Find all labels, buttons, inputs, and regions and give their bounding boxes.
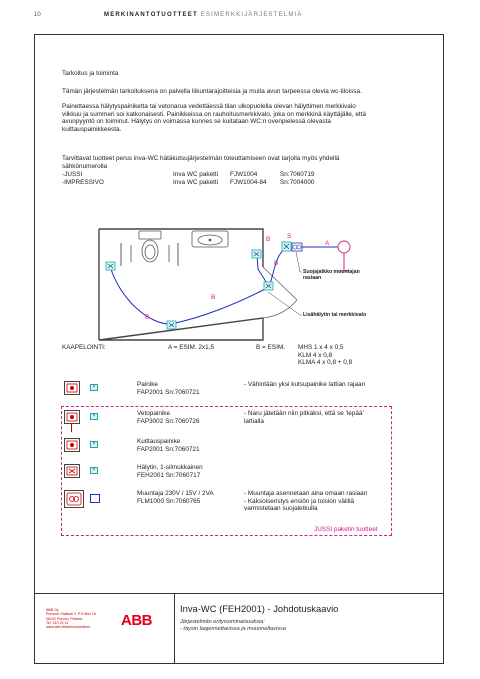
package-label: JUSSI paketin tuotteet: [314, 526, 378, 533]
subtitle-line: - täysin laajennettavissa ja muunneltavissa: [180, 626, 287, 632]
text-line: sähkönumerolla: [62, 162, 108, 170]
transformer-symbol-icon: [64, 490, 84, 508]
cable-b-value: KLMA 4 x 0,8 + 0,8: [298, 359, 353, 367]
note-transformer: [303, 269, 360, 281]
header-title-bold: MERKINANTOTUOTTEET: [104, 12, 198, 18]
room-walls: [99, 229, 263, 340]
cable-a-spec: A = ESIM. 2x1,5: [168, 344, 215, 351]
note-line: varmistetaan suojaletkulla: [244, 505, 318, 513]
note-alarm: Lisähälytin tai merkkivalo: [303, 312, 367, 318]
package-code: FJW1004-84: [230, 178, 267, 186]
cable-label-b: B: [211, 294, 216, 301]
reset-button-icon: ×: [90, 441, 98, 448]
abb-logo: ABB: [121, 612, 152, 629]
package-desc: Inva WC paketti: [173, 171, 219, 178]
company-line: Tel. 010 22 11: [46, 620, 69, 625]
company-line: www.abb.fi/asennustuotteet: [46, 625, 90, 630]
door-icon: [263, 267, 297, 318]
push-button-symbol-icon: [64, 381, 80, 395]
product-name: Kuittauspainike: [137, 438, 181, 445]
company-line: Porvoon Sisäkoti 2, P.O.Box 16: [46, 612, 96, 617]
text-line: Painettaessa hälytyspainiketta tai vetonarua vedettäessä tilan ulkopuolella olevan hälyttimen merkkivalo: [62, 103, 356, 110]
intro-paragraph-1: Tämän järjestelmän tarkoituksena on palvella liikuntarajoitteisia ja muita avun tarpeessa olevia wc-tiloissa.: [62, 88, 362, 95]
product-code: FAP3002 Sn:7060726: [137, 417, 200, 425]
cable-label-a: A: [325, 240, 330, 247]
product-vetopainike: [137, 410, 200, 425]
reset-button-symbol-icon: [64, 438, 80, 452]
company-line: ABB Oy: [46, 608, 59, 612]
wall-button-icon: [106, 262, 115, 270]
company-line: 06101 Porvoo, Finland: [46, 616, 83, 621]
note-line: - Kaksoiseristys ensiön ja toision välillä: [244, 497, 355, 505]
subtitle-line: Järjestelmän erityisominaisuuksia:: [180, 619, 265, 625]
page-number: 10: [34, 12, 41, 18]
footer-divider: [34, 593, 444, 594]
pull-cord-button-icon: [264, 282, 273, 290]
product-name: Hälytin, 1-silmukkainen: [137, 464, 203, 471]
product-note: [244, 490, 367, 513]
cable-label-b: B: [274, 260, 279, 267]
note-line: Suojajatkko muuntajan: [303, 269, 360, 275]
pull-cord-symbol-icon: [64, 410, 80, 424]
package-sn: Sn:7004000: [280, 178, 315, 186]
package-box: [61, 406, 392, 536]
sink-icon: [192, 231, 228, 247]
transformer-icon: [90, 494, 100, 503]
cable-b-value: KLM 4 x 0,8: [298, 351, 333, 359]
package-code: FJW1004: [230, 171, 258, 178]
product-code: FAP2001 Sn:7060721: [137, 388, 200, 396]
cabling-label: KAAPELOINTI:: [62, 344, 106, 351]
product-code: FEH2001 Sn:7060717: [137, 471, 201, 479]
alarm-unit-icon: ×: [90, 467, 98, 474]
document-title: Inva-WC (FEH2001) - Johdotuskaavio: [180, 603, 339, 614]
cable-b: [110, 247, 287, 324]
push-button-icon: ×: [90, 384, 98, 391]
footer-vertical-divider: [174, 593, 175, 664]
reset-button-icon: [252, 250, 261, 258]
note-line: - Naru jätetään niin pitkäksi, että se 'lepää': [244, 410, 364, 417]
note-line: - Muuntaja asennetaan aina omaan rasiaan: [244, 490, 368, 497]
note-line: rasiaan: [303, 275, 322, 282]
product-code: FLM1000 Sn:7060765: [137, 497, 201, 505]
label-s: S: [287, 233, 292, 240]
note-line: lattialla: [244, 417, 264, 425]
header-title-light: ESIMERKKIJÄRJESTELMIÄ: [200, 12, 303, 18]
document-subtitle: [180, 619, 286, 633]
power-outlet-icon: [338, 241, 350, 271]
cable-label-b: B: [145, 314, 150, 321]
text-line: avunpyyntö on toiminut. Hälytys on voimassa kunnes se kuitataan WC:n ovenpielessä olevasta: [62, 118, 331, 126]
product-kuittauspainike: [137, 438, 200, 453]
product-note: [244, 410, 364, 425]
transformer-icon: [292, 243, 302, 251]
pull-cord-line: [71, 424, 72, 432]
text-line: Tarvittavat tuotteet perus inva-WC hätäkutsujärjestelmän toteuttamiseen ovat tarjolla myös yhdellä: [62, 155, 340, 162]
product-note: - Vähintään yksi kutsupainike lattian rajaan: [244, 381, 366, 388]
product-painike: [137, 381, 200, 396]
package-sn: Sn:7060719: [280, 171, 315, 178]
text-line: kuittauspainikkeesta.: [62, 125, 122, 133]
product-halytin: [137, 464, 203, 479]
package-desc: Inva WC paketti: [173, 178, 219, 186]
package-name: -IMPRESSIVO: [62, 178, 104, 186]
cable-label-b: B: [266, 236, 271, 243]
floor-button-icon: [167, 321, 176, 329]
cable-b-prefix: B = ESIM.: [256, 344, 285, 351]
product-code: FAP2001 Sn:7060721: [137, 445, 200, 453]
company-info: [46, 608, 96, 629]
package-name: -JUSSI: [62, 171, 83, 178]
cable-b-value: MHS 1 x 4 x 0,5: [298, 344, 344, 351]
pull-cord-button-icon: ×: [90, 413, 98, 420]
product-name: Vetopainike: [137, 410, 171, 417]
product-muuntaja: [137, 490, 214, 505]
alarm-symbol-icon: [64, 464, 80, 478]
alarm-unit-icon: [282, 242, 291, 251]
section-heading: Tarkoitus ja toiminta: [62, 70, 119, 77]
product-name: Muuntaja 230V / 15V / 2VA: [137, 490, 214, 497]
cable-b-values: [298, 344, 352, 367]
product-name: Painike: [137, 381, 158, 388]
text-line: vilkkuu ja summeri soi katkonaisesti. Painikkeissa on rauhoitusmerkkivalo, joka on merkkinä käyttäjälle, että: [62, 110, 367, 118]
toilet-icon: [131, 231, 169, 262]
